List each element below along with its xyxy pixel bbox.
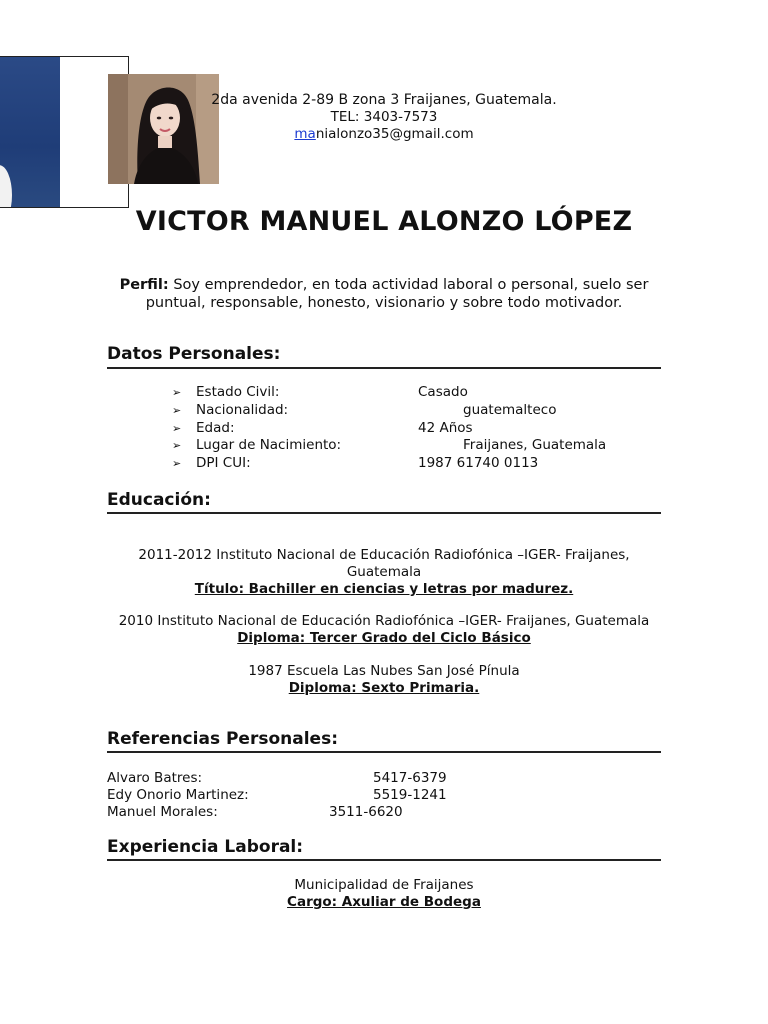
experience-role: Cargo: Axuliar de Bodega bbox=[287, 894, 481, 910]
contact-header bbox=[168, 92, 600, 143]
list-item bbox=[172, 420, 652, 438]
profile-label: Perfil: bbox=[119, 277, 169, 293]
section-title-references: Referencias Personales: bbox=[107, 729, 338, 749]
personal-data-label: DPI CUI: bbox=[196, 455, 251, 472]
experience-entry bbox=[104, 877, 664, 911]
education-title: Diploma: Sexto Primaria. bbox=[288, 680, 480, 696]
profile-summary bbox=[104, 276, 664, 312]
reference-row bbox=[107, 770, 667, 787]
reference-name: Manuel Morales: bbox=[107, 804, 218, 820]
education-institution: 2011-2012 Instituto Nacional de Educación Radiofónica –IGER- Fraijanes, bbox=[138, 547, 630, 563]
education-title: Diploma: Tercer Grado del Ciclo Básico bbox=[237, 630, 531, 646]
person-name: VICTOR MANUEL ALONZO LÓPEZ bbox=[135, 206, 633, 237]
experience-place: Municipalidad de Fraijanes bbox=[294, 877, 474, 893]
arrow-bullet-icon: ➢ bbox=[172, 457, 182, 471]
education-institution: 1987 Escuela Las Nubes San José Pínula bbox=[248, 663, 520, 679]
section-rule bbox=[107, 859, 661, 861]
personal-data-value: 42 Años bbox=[418, 419, 473, 436]
reference-name: Alvaro Batres: bbox=[107, 770, 203, 786]
reference-row bbox=[107, 804, 667, 821]
arrow-bullet-icon: ➢ bbox=[172, 386, 182, 399]
education-entry bbox=[104, 547, 664, 598]
education-institution: 2010 Instituto Nacional de Educación Radiofónica –IGER- Fraijanes, Guatemala bbox=[118, 613, 650, 629]
list-item bbox=[172, 437, 652, 455]
arrow-bullet-icon: ➢ bbox=[172, 439, 182, 453]
education-entry bbox=[104, 663, 664, 697]
reference-row bbox=[107, 787, 667, 804]
profile-text: Soy emprendedor, en toda actividad laboral o personal, suelo ser puntual, responsable, honesto, visionario y sobre todo motivador. bbox=[145, 277, 649, 311]
address-line: 2da avenida 2-89 B zona 3 Fraijanes, Guatemala. bbox=[211, 92, 557, 108]
personal-data-label: Lugar de Nacimiento: bbox=[196, 437, 342, 454]
personal-data-list bbox=[172, 384, 652, 473]
personal-data-value: guatemalteco bbox=[463, 401, 557, 418]
reference-phone: 5519-1241 bbox=[373, 787, 447, 803]
phone-line: TEL: 3403-7573 bbox=[330, 109, 438, 125]
personal-data-value: Fraijanes, Guatemala bbox=[463, 437, 607, 454]
reference-phone: 5417-6379 bbox=[373, 770, 447, 786]
personal-data-label: Edad: bbox=[196, 419, 235, 436]
section-title-experience: Experiencia Laboral: bbox=[107, 837, 304, 857]
personal-data-value: Casado bbox=[418, 384, 468, 400]
section-title-education: Educación: bbox=[107, 490, 211, 510]
email-line bbox=[168, 126, 600, 143]
section-title-personal: Datos Personales: bbox=[107, 344, 281, 364]
list-item bbox=[172, 402, 652, 420]
section-rule bbox=[107, 512, 661, 514]
personal-data-label: Nacionalidad: bbox=[196, 401, 289, 418]
list-item bbox=[172, 455, 652, 473]
reference-phone: 3511-6620 bbox=[329, 804, 403, 820]
reference-name: Edy Onorio Martinez: bbox=[107, 787, 249, 803]
email-link-prefix[interactable]: ma bbox=[294, 126, 316, 142]
personal-data-value: 1987 61740 0113 bbox=[418, 455, 539, 472]
education-entry bbox=[104, 613, 664, 647]
personal-data-label: Estado Civil: bbox=[196, 384, 280, 400]
education-title: Título: Bachiller en ciencias y letras por madurez. bbox=[194, 581, 574, 597]
section-rule bbox=[107, 367, 661, 369]
education-location: Guatemala bbox=[346, 564, 422, 580]
arrow-bullet-icon: ➢ bbox=[172, 421, 182, 435]
list-item bbox=[172, 384, 652, 402]
arrow-bullet-icon: ➢ bbox=[172, 403, 182, 417]
section-rule bbox=[107, 751, 661, 753]
email-rest: nialonzo35@gmail.com bbox=[315, 126, 474, 142]
